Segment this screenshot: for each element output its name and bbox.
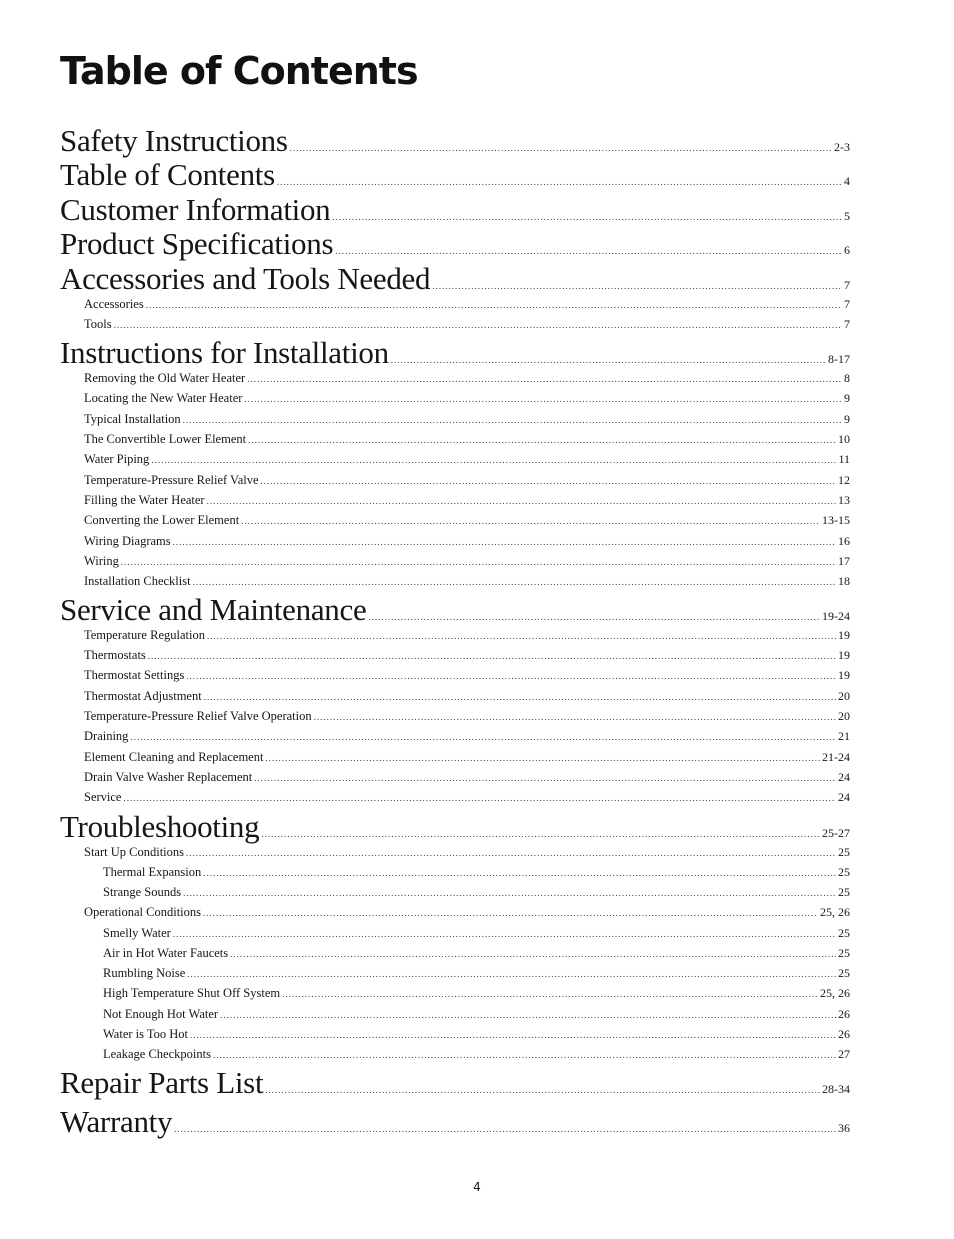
toc-entry-page: 26 — [838, 1026, 850, 1041]
toc-entry-label: Installation Checklist — [84, 573, 191, 588]
page-number: 4 — [473, 1180, 481, 1194]
toc-entry-page: 25 — [838, 925, 850, 940]
toc-entry-page: 19 — [838, 627, 850, 642]
toc-entry-label: Temperature-Pressure Relief Valve Operation — [84, 708, 312, 723]
dot-leader — [121, 557, 836, 567]
toc-section-entry — [60, 1104, 850, 1140]
dot-leader — [220, 1010, 836, 1020]
toc-subentry — [60, 966, 850, 981]
toc-subentry — [60, 493, 850, 508]
dot-leader — [183, 415, 842, 425]
dot-leader — [207, 631, 836, 641]
toc-entry-page: 8 — [844, 370, 850, 385]
toc-subentry — [60, 770, 850, 785]
toc-subentry — [60, 432, 850, 447]
page-title: Table of Contents — [60, 49, 418, 93]
toc-entry-page: 9 — [844, 390, 850, 405]
toc-section-entry — [60, 226, 850, 262]
toc-entry-page: 25 — [838, 965, 850, 980]
toc-entry-label: Thermostat Settings — [84, 667, 185, 682]
dot-leader — [247, 374, 842, 384]
toc-entry-label: Warranty — [60, 1103, 173, 1139]
toc-entry-page: 24 — [838, 789, 850, 804]
toc-entry-label: Removing the Old Water Heater — [84, 370, 246, 385]
dot-leader — [174, 1124, 836, 1134]
toc-entry-label: Locating the New Water Heater — [84, 390, 243, 405]
toc-entry-label: Instructions for Installation — [60, 334, 389, 370]
toc-entry-page: 7 — [844, 316, 850, 331]
toc-entry-label: Water Piping — [84, 451, 150, 466]
dot-leader — [244, 394, 842, 404]
toc-entry-label: Converting the Lower Element — [84, 512, 240, 527]
toc-section-entry — [60, 592, 850, 628]
toc-entry-label: Drain Valve Washer Replacement — [84, 769, 253, 784]
toc-subentry — [60, 689, 850, 704]
toc-subentry — [60, 297, 850, 312]
toc-entry-page: 18 — [838, 573, 850, 588]
toc-entry-label: Filling the Water Heater — [84, 492, 205, 507]
dot-leader — [148, 651, 836, 661]
toc-entry-page: 25 — [838, 945, 850, 960]
toc-entry-label: Troubleshooting — [60, 808, 260, 844]
toc-subentry — [60, 790, 850, 805]
toc-entry-label: Temperature Regulation — [84, 627, 205, 642]
toc-subentry — [60, 865, 850, 880]
toc-entry-page: 20 — [838, 688, 850, 703]
toc-subentry — [60, 905, 850, 920]
dot-leader — [173, 929, 836, 939]
dot-leader — [123, 793, 836, 803]
toc-subentry — [60, 885, 850, 900]
toc-entry-page: 19-24 — [822, 608, 850, 623]
toc-entry-page: 19 — [838, 647, 850, 662]
toc-entry-label: Rumbling Noise — [103, 965, 186, 980]
dot-leader — [254, 773, 836, 783]
toc-entry-page: 19 — [838, 667, 850, 682]
dot-leader — [186, 848, 836, 858]
toc-entry-page: 8-17 — [828, 351, 850, 366]
toc-entry-label: Strange Sounds — [103, 884, 182, 899]
toc-entry-label: Safety Instructions — [60, 122, 288, 158]
toc-entry-label: The Convertible Lower Element — [84, 431, 247, 446]
toc-subentry — [60, 926, 850, 941]
toc-section-entry — [60, 123, 850, 159]
toc-entry-label: Water is Too Hot — [103, 1026, 189, 1041]
toc-entry-page: 12 — [838, 472, 850, 487]
toc-subentry — [60, 986, 850, 1001]
toc-entry-page: 7 — [844, 277, 850, 292]
toc-entry-page: 25 — [838, 884, 850, 899]
toc-subentry — [60, 371, 850, 386]
toc-entry-label: High Temperature Shut Off System — [103, 985, 281, 1000]
toc-entry-label: Thermal Expansion — [103, 864, 202, 879]
toc-entry-page: 36 — [838, 1120, 850, 1135]
toc-subentry — [60, 554, 850, 569]
toc-entry-label: Wiring Diagrams — [84, 533, 171, 548]
dot-leader — [203, 868, 836, 878]
toc-entry-label: Accessories and Tools Needed — [60, 260, 431, 296]
toc-subentry — [60, 668, 850, 683]
dot-leader — [204, 692, 836, 702]
dot-leader — [261, 476, 836, 486]
toc-entry-label: Temperature-Pressure Relief Valve — [84, 472, 259, 487]
toc-entry-page: 7 — [844, 296, 850, 311]
toc-section-entry — [60, 335, 850, 371]
dot-leader — [332, 212, 842, 222]
toc-entry-label: Element Cleaning and Replacement — [84, 749, 264, 764]
toc-entry-label: Draining — [84, 728, 129, 743]
toc-subentry — [60, 1047, 850, 1062]
toc-subentry — [60, 574, 850, 589]
dot-leader — [151, 455, 836, 465]
toc-subentry — [60, 750, 850, 765]
dot-leader — [207, 496, 836, 506]
toc-entry-label: Wiring — [84, 553, 119, 568]
toc-section-entry — [60, 157, 850, 193]
toc-entry-label: Air in Hot Water Faucets — [103, 945, 229, 960]
dot-leader — [130, 732, 836, 742]
toc-subentry — [60, 317, 850, 332]
toc-section-entry — [60, 1065, 850, 1101]
toc-subentry — [60, 729, 850, 744]
dot-leader — [261, 829, 820, 839]
toc-entry-page: 21 — [838, 728, 850, 743]
dot-leader — [265, 1085, 820, 1095]
toc-subentry — [60, 709, 850, 724]
dot-leader — [241, 516, 820, 526]
dot-leader — [432, 281, 842, 291]
toc-subentry — [60, 946, 850, 961]
dot-leader — [190, 1030, 836, 1040]
dot-leader — [277, 177, 842, 187]
toc-subentry — [60, 628, 850, 643]
dot-leader — [282, 989, 818, 999]
toc-entry-label: Customer Information — [60, 191, 331, 227]
toc-entry-label: Thermostats — [84, 647, 146, 662]
toc-entry-page: 2-3 — [834, 139, 850, 154]
toc-entry-label: Table of Contents — [60, 156, 275, 192]
toc-entry-page: 25-27 — [822, 825, 850, 840]
dot-leader — [230, 949, 836, 959]
toc-entry-label: Typical Installation — [84, 411, 181, 426]
toc-entry-label: Not Enough Hot Water — [103, 1006, 219, 1021]
toc-entry-page: 25, 26 — [820, 985, 850, 1000]
toc-entry-label: Leakage Checkpoints — [103, 1046, 211, 1061]
toc-entry-page: 6 — [844, 242, 850, 257]
toc-entry-page: 10 — [838, 431, 850, 446]
toc-entry-label: Smelly Water — [103, 925, 171, 940]
dot-leader — [391, 355, 826, 365]
toc-subentry — [60, 534, 850, 549]
toc-entry-page: 13-15 — [822, 512, 850, 527]
dot-leader — [368, 612, 820, 622]
dot-leader — [187, 969, 836, 979]
toc-entry-page: 4 — [844, 173, 850, 188]
dot-leader — [183, 888, 836, 898]
dot-leader — [265, 753, 820, 763]
toc-subentry — [60, 452, 850, 467]
toc-section-entry — [60, 192, 850, 228]
toc-entry-label: Operational Conditions — [84, 904, 201, 919]
dot-leader — [290, 143, 832, 153]
toc-subentry — [60, 845, 850, 860]
toc-section-entry — [60, 261, 850, 297]
toc-entry-page: 9 — [844, 411, 850, 426]
toc-entry-label: Product Specifications — [60, 225, 334, 261]
toc-subentry — [60, 513, 850, 528]
toc-entry-page: 16 — [838, 533, 850, 548]
toc-entry-page: 13 — [838, 492, 850, 507]
toc-entry-label: Start Up Conditions — [84, 844, 185, 859]
toc-subentry — [60, 1027, 850, 1042]
toc-entry-page: 5 — [844, 208, 850, 223]
toc-entry-page: 27 — [838, 1046, 850, 1061]
toc-entry-page: 25 — [838, 864, 850, 879]
toc-entry-page: 21-24 — [822, 749, 850, 764]
toc-entry-label: Thermostat Adjustment — [84, 688, 202, 703]
toc-subentry — [60, 473, 850, 488]
toc-entry-label: Accessories — [84, 296, 144, 311]
toc-entry-page: 11 — [838, 451, 850, 466]
toc-entry-page: 17 — [838, 553, 850, 568]
toc-entry-page: 25, 26 — [820, 904, 850, 919]
toc-entry-label: Tools — [84, 316, 112, 331]
toc-subentry — [60, 1007, 850, 1022]
toc-entry-page: 28-34 — [822, 1081, 850, 1096]
toc-entry-label: Repair Parts List — [60, 1064, 264, 1100]
dot-leader — [248, 435, 836, 445]
dot-leader — [186, 671, 836, 681]
toc-entry-page: 24 — [838, 769, 850, 784]
dot-leader — [146, 300, 842, 310]
dot-leader — [314, 712, 836, 722]
dot-leader — [114, 320, 842, 330]
toc-entry-label: Service and Maintenance — [60, 591, 367, 627]
dot-leader — [193, 577, 836, 587]
dot-leader — [335, 246, 842, 256]
toc-section-entry — [60, 809, 850, 845]
toc-entry-label: Service — [84, 789, 122, 804]
toc-entry-page: 25 — [838, 844, 850, 859]
dot-leader — [213, 1050, 836, 1060]
toc-subentry — [60, 648, 850, 663]
toc-subentry — [60, 391, 850, 406]
toc-entry-page: 26 — [838, 1006, 850, 1021]
toc-entry-page: 20 — [838, 708, 850, 723]
dot-leader — [203, 908, 818, 918]
toc-subentry — [60, 412, 850, 427]
dot-leader — [173, 537, 836, 547]
